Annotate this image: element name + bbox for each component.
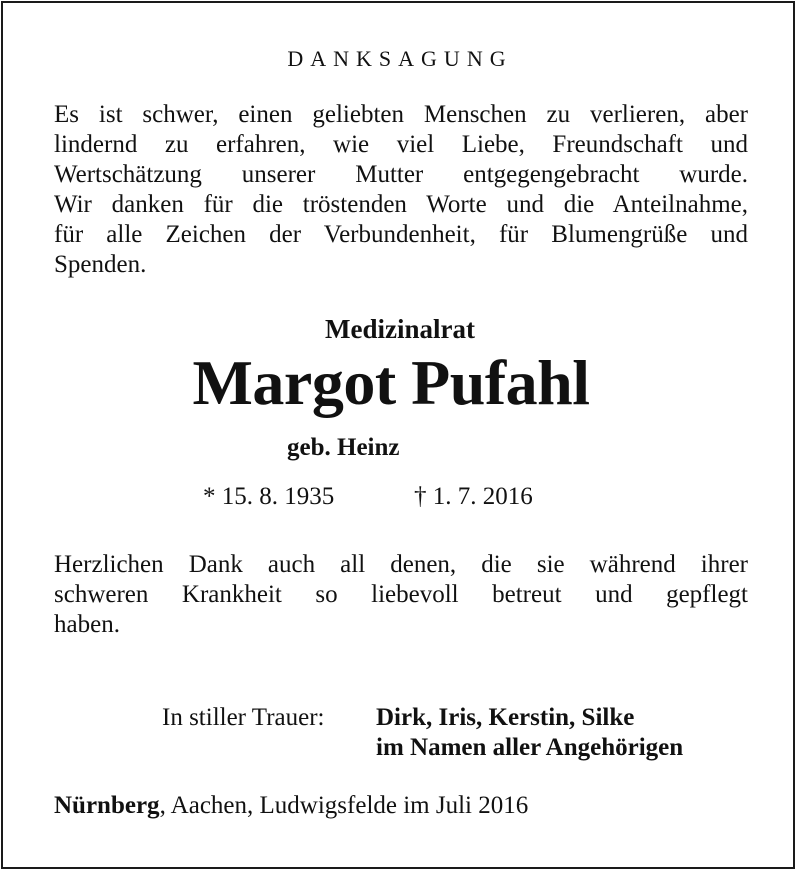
intro-line: Wertschätzung unserer Mutter entgegengebracht wurde. (54, 161, 748, 188)
mourners-relatives: im Namen aller Angehörigen (376, 734, 684, 761)
intro-line: lindernd zu erfahren, wie viel Liebe, Freundschaft und (54, 131, 748, 158)
place-date-line (54, 790, 528, 822)
mourning-label: In stiller Trauer: (162, 704, 325, 731)
place-rest: , Aachen, Ludwigsfelde im Juli 2016 (159, 792, 529, 819)
honorific-title: Medizinalrat (325, 314, 475, 344)
mourners-names: Dirk, Iris, Kerstin, Silke (376, 704, 635, 731)
intro-paragraph (54, 100, 748, 280)
place-main: Nürnberg (54, 792, 160, 819)
thanks-line: schweren Krankheit so liebevoll betreut und gepflegt (54, 581, 748, 608)
maiden-name: geb. Heinz (287, 434, 400, 461)
mourners-block (376, 703, 683, 763)
deceased-name: Margot Pufahl (192, 347, 590, 418)
thanks-line: Herzlichen Dank auch all denen, die sie während ihrer (54, 551, 748, 578)
thanks-line: haben. (54, 611, 120, 638)
thanks-paragraph (54, 550, 748, 640)
notice-title: DANKSAGUNG (287, 46, 513, 71)
intro-line: Wir danken für die tröstenden Worte und die Anteilnahme, (54, 191, 748, 218)
birth-date: * 15. 8. 1935 (203, 483, 335, 510)
death-date: † 1. 7. 2016 (414, 483, 533, 510)
intro-line: für alle Zeichen der Verbundenheit, für Blumengrüße und (54, 221, 748, 248)
intro-line: Es ist schwer, einen geliebten Menschen zu verlieren, aber (54, 101, 748, 128)
intro-line: Spenden. (54, 251, 147, 278)
